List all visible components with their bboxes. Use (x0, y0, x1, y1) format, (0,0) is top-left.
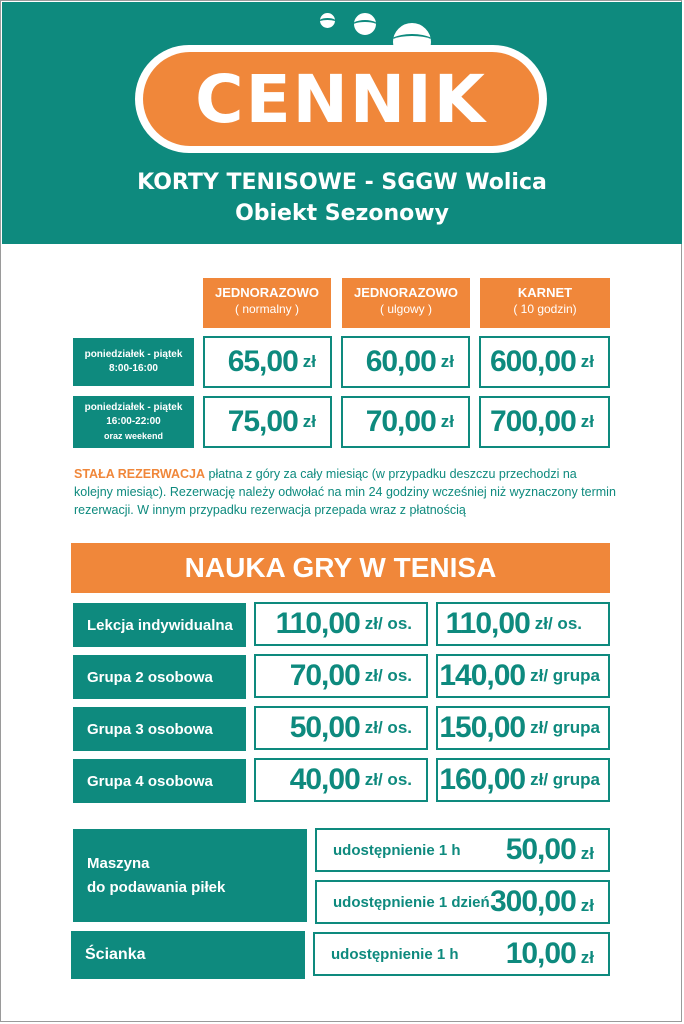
title-pill (143, 52, 539, 146)
column-header-sub: ( 10 godzin) (513, 302, 577, 316)
machine-option-hour (315, 828, 610, 872)
lesson-label: Grupa 3 osobowa (73, 707, 246, 751)
price-value: 70,00 (289, 659, 360, 692)
lesson-label: Grupa 2 osobowa (73, 655, 246, 699)
lesson-price-cell (254, 654, 428, 698)
lesson-label: Lekcja indywidualna (73, 603, 246, 647)
row-label-days: poniedziałek - piątek (84, 349, 183, 360)
row-label-weekday-evening (73, 396, 194, 448)
machine-label-line2: do podawania piłek (87, 878, 226, 896)
price-cell (341, 396, 470, 448)
lesson-price-cell (254, 706, 428, 750)
option-label: udostępnienie 1 h (331, 945, 459, 963)
price-unit: zł/ os. (364, 718, 412, 737)
lesson-price-cell (436, 758, 610, 802)
price-value: 300,00 (490, 885, 576, 918)
row-label-hours: 16:00-22:00 (106, 416, 161, 427)
machine-label (73, 829, 307, 922)
column-header-title: JEDNORAZOWO (215, 285, 319, 300)
lesson-price-cell (254, 758, 428, 802)
tennis-ball-icon (353, 12, 377, 36)
lesson-price-cell (254, 602, 428, 646)
note-keyword: STAŁA REZERWACJA (74, 467, 206, 481)
price-value: 600,00 (490, 345, 576, 378)
machine-label-line1: Maszyna (87, 854, 150, 872)
machine-option-day (315, 880, 610, 924)
price-value: 10,00 (505, 937, 576, 970)
price-value: 150,00 (439, 711, 526, 744)
price-value: 140,00 (439, 659, 526, 692)
price-unit: zł/ grupa (530, 718, 600, 737)
price-cell (203, 396, 332, 448)
venue-name: KORTY TENISOWE - SGGW Wolica (137, 170, 547, 195)
price-unit: zł/ os. (364, 614, 412, 633)
price-value: 50,00 (289, 711, 360, 744)
price-value: 160,00 (439, 763, 526, 796)
price-unit: zł/ os. (534, 614, 582, 633)
lesson-price-cell (436, 602, 610, 646)
lesson-price-cell (436, 706, 610, 750)
price-cell (479, 336, 610, 388)
column-header-reduced (342, 278, 470, 328)
column-header-title: KARNET (517, 285, 573, 300)
price-value: 700,00 (490, 405, 576, 438)
price-unit: zł (302, 412, 316, 431)
price-unit: zł (440, 412, 454, 431)
option-label: udostępnienie 1 h (333, 841, 461, 859)
lessons-title: NAUKA GRY W TENISA (71, 543, 610, 593)
price-unit: zł/ os. (364, 770, 412, 789)
price-value: 70,00 (365, 405, 436, 438)
lesson-price-cell (436, 654, 610, 698)
page-title: CENNIK (195, 60, 487, 138)
column-header-pass (480, 278, 610, 328)
price-unit: zł (302, 352, 316, 371)
wall-label: Ścianka (71, 931, 305, 979)
row-label-days: poniedziałek - piątek (84, 402, 183, 413)
price-cell (341, 336, 470, 388)
price-unit: zł (440, 352, 454, 371)
row-label-weekday-morning (73, 338, 194, 386)
price-unit: zł (580, 896, 594, 915)
column-header-normal (203, 278, 331, 328)
price-unit: zł (580, 844, 594, 863)
price-cell (203, 336, 332, 388)
price-unit: zł/ grupa (530, 770, 600, 789)
tennis-ball-icon (319, 12, 336, 29)
option-label: udostępnienie 1 dzień (333, 893, 490, 911)
price-value: 110,00 (275, 607, 360, 640)
price-value: 50,00 (505, 833, 576, 866)
price-value: 40,00 (289, 763, 360, 796)
column-header-sub: ( ulgowy ) (379, 302, 432, 316)
lesson-label: Grupa 4 osobowa (73, 759, 246, 803)
price-unit: zł/ os. (364, 666, 412, 685)
column-header-title: JEDNORAZOWO (354, 285, 458, 300)
price-unit: zł (580, 948, 594, 967)
wall-option-hour (313, 932, 610, 976)
column-header-sub: ( normalny ) (234, 302, 299, 316)
price-value: 60,00 (365, 345, 436, 378)
price-cell (479, 396, 610, 448)
price-value: 110,00 (445, 607, 530, 640)
venue-type: Obiekt Sezonowy (235, 201, 449, 226)
price-unit: zł (580, 352, 594, 371)
row-label-weekend: oraz weekend (103, 431, 164, 441)
price-value: 65,00 (227, 345, 298, 378)
price-value: 75,00 (227, 405, 298, 438)
price-unit: zł/ grupa (530, 666, 600, 685)
note-text: płatna z góry za cały miesiąc (w przypadku deszczu przechodzi na kolejny miesiąc). Rezerwację należy odwołać na min 24 godziny wcześniej niż wyznaczony termin rezerwacji. W innym przypadku rezerwacja przepada wraz z płatnością (74, 467, 616, 517)
reservation-note (74, 465, 619, 519)
row-label-hours: 8:00-16:00 (109, 363, 158, 374)
price-unit: zł (580, 412, 594, 431)
